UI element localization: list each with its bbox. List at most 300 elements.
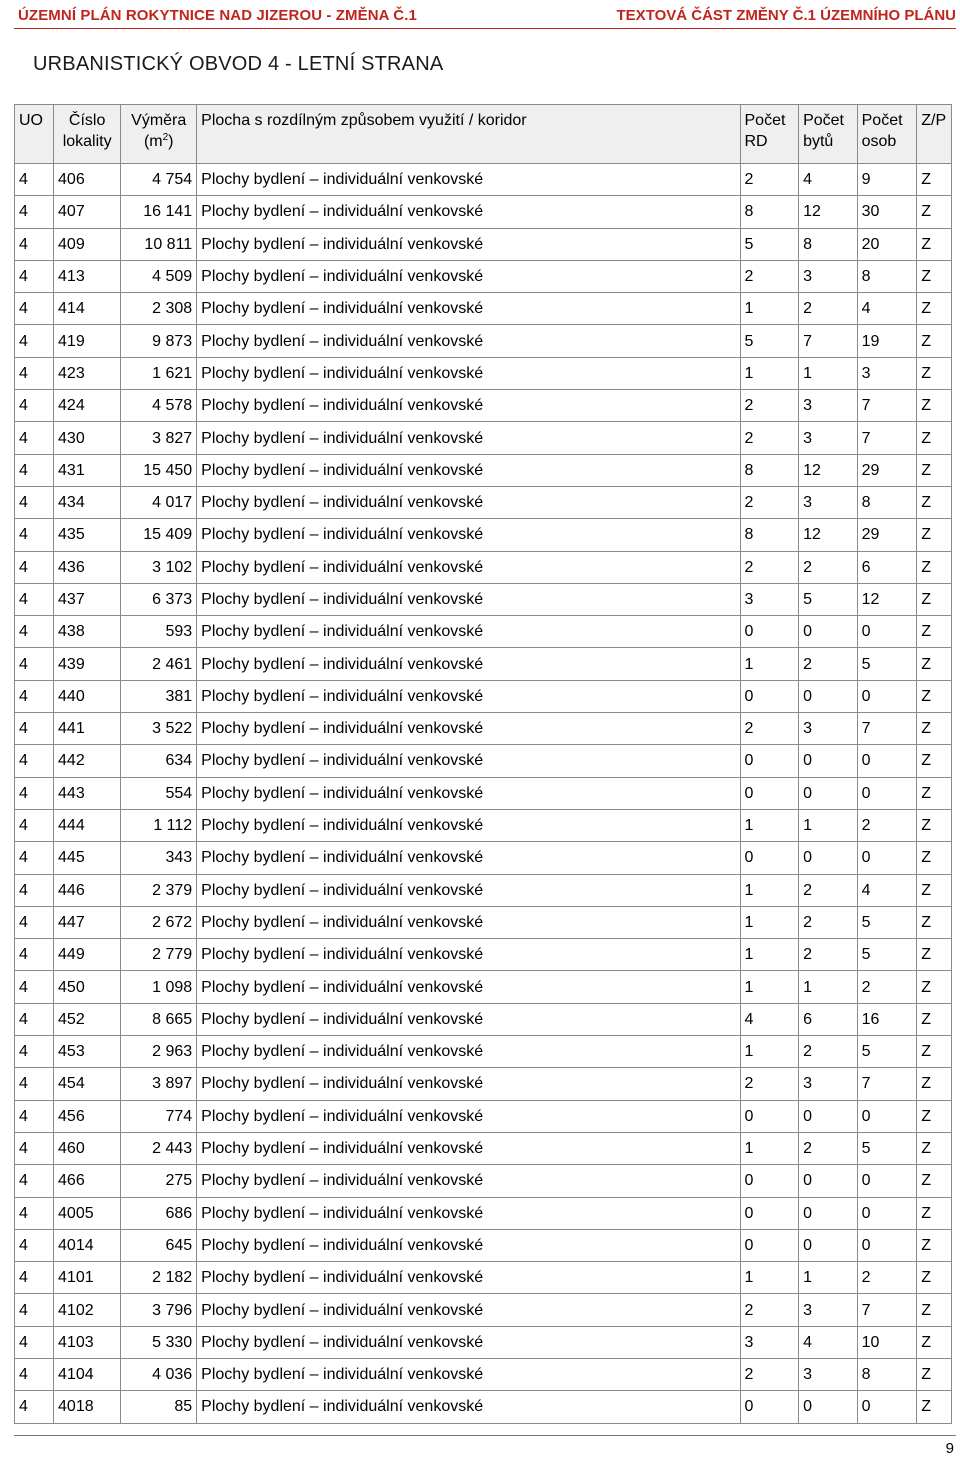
table-row (15, 293, 952, 325)
cell-person-count: 16 (857, 1003, 917, 1035)
cell-zp: Z (917, 1326, 952, 1358)
cell-person-count: 5 (857, 939, 917, 971)
cell-locality-number: 407 (54, 196, 121, 228)
cell-flat-count: 1 (799, 1262, 858, 1294)
cell-flat-count: 2 (799, 551, 858, 583)
cell-rd-count: 2 (740, 390, 799, 422)
table-row (15, 196, 952, 228)
cell-rd-count: 2 (740, 486, 799, 518)
cell-zp: Z (917, 648, 952, 680)
cell-rd-count: 2 (740, 713, 799, 745)
cell-land-use: Plochy bydlení – individuální venkovské (197, 745, 740, 777)
cell-area: 2 379 (121, 874, 197, 906)
cell-locality-number: 436 (54, 551, 121, 583)
cell-zp: Z (917, 390, 952, 422)
cell-flat-count: 12 (799, 196, 858, 228)
cell-locality-number: 453 (54, 1036, 121, 1068)
cell-locality-number: 406 (54, 164, 121, 196)
cell-person-count: 7 (857, 1294, 917, 1326)
cell-zp: Z (917, 874, 952, 906)
table-row (15, 164, 952, 196)
cell-rd-count: 1 (740, 293, 799, 325)
cell-rd-count: 2 (740, 422, 799, 454)
cell-flat-count: 3 (799, 713, 858, 745)
cell-person-count: 5 (857, 1132, 917, 1164)
cell-land-use: Plochy bydlení – individuální venkovské (197, 1003, 740, 1035)
cell-person-count: 8 (857, 260, 917, 292)
area-unit: $(m^2)$ (143, 132, 174, 150)
cell-area: 4 017 (121, 486, 197, 518)
cell-person-count: 3 (857, 357, 917, 389)
cell-zp: Z (917, 583, 952, 615)
cell-locality-number: 430 (54, 422, 121, 454)
table-header-row (15, 105, 952, 164)
cell-land-use: Plochy bydlení – individuální venkovské (197, 648, 740, 680)
table-row (15, 583, 952, 615)
cell-land-use: Plochy bydlení – individuální venkovské (197, 1326, 740, 1358)
cell-locality-number: 4103 (54, 1326, 121, 1358)
cell-rd-count: 0 (740, 616, 799, 648)
table-row (15, 1391, 952, 1423)
cell-rd-count: 8 (740, 519, 799, 551)
cell-uo: 4 (15, 971, 54, 1003)
cell-person-count: 0 (857, 616, 917, 648)
cell-flat-count: 2 (799, 648, 858, 680)
cell-uo: 4 (15, 906, 54, 938)
cell-person-count: 9 (857, 164, 917, 196)
cell-uo: 4 (15, 228, 54, 260)
cell-uo: 4 (15, 648, 54, 680)
cell-flat-count: 12 (799, 519, 858, 551)
table-row (15, 260, 952, 292)
cell-area: 5 330 (121, 1326, 197, 1358)
cell-area: 3 102 (121, 551, 197, 583)
cell-land-use: Plochy bydlení – individuální venkovské (197, 1165, 740, 1197)
cell-area: 9 873 (121, 325, 197, 357)
cell-person-count: 6 (857, 551, 917, 583)
cell-locality-number: 447 (54, 906, 121, 938)
cell-locality-number: 414 (54, 293, 121, 325)
cell-locality-number: 419 (54, 325, 121, 357)
cell-uo: 4 (15, 1294, 54, 1326)
cell-locality-number: 4104 (54, 1358, 121, 1390)
cell-uo: 4 (15, 1132, 54, 1164)
cell-flat-count: 0 (799, 1197, 858, 1229)
cell-land-use: Plochy bydlení – individuální venkovské (197, 454, 740, 486)
cell-area: 2 443 (121, 1132, 197, 1164)
table-body (15, 164, 952, 1424)
cell-flat-count: 0 (799, 1165, 858, 1197)
area-label: Výměra (131, 112, 187, 129)
cell-person-count: 0 (857, 745, 917, 777)
cell-area: 554 (121, 777, 197, 809)
cell-person-count: 0 (857, 777, 917, 809)
cell-land-use: Plochy bydlení – individuální venkovské (197, 1358, 740, 1390)
cell-flat-count: 0 (799, 616, 858, 648)
cell-flat-count: 1 (799, 971, 858, 1003)
cell-land-use: Plochy bydlení – individuální venkovské (197, 616, 740, 648)
cell-area: 4 578 (121, 390, 197, 422)
cell-area: 3 522 (121, 713, 197, 745)
cell-land-use: Plochy bydlení – individuální venkovské (197, 1132, 740, 1164)
cell-locality-number: 423 (54, 357, 121, 389)
cell-rd-count: 2 (740, 1294, 799, 1326)
cell-zp: Z (917, 519, 952, 551)
table-row (15, 874, 952, 906)
cell-rd-count: 5 (740, 325, 799, 357)
table-row (15, 1132, 952, 1164)
cell-zp: Z (917, 809, 952, 841)
table-row (15, 777, 952, 809)
document-header-subtitle: TEXTOVÁ ČÁST ZMĚNY Č.1 ÚZEMNÍHO PLÁNU (616, 7, 956, 24)
cell-zp: Z (917, 971, 952, 1003)
table-row (15, 648, 952, 680)
cell-rd-count: 3 (740, 583, 799, 615)
cell-flat-count: 0 (799, 842, 858, 874)
cell-zp: Z (917, 1100, 952, 1132)
table-row (15, 1197, 952, 1229)
cell-locality-number: 454 (54, 1068, 121, 1100)
cell-uo: 4 (15, 293, 54, 325)
cell-flat-count: 0 (799, 1391, 858, 1423)
cell-locality-number: 4005 (54, 1197, 121, 1229)
cell-zp: Z (917, 422, 952, 454)
cell-locality-number: 449 (54, 939, 121, 971)
cell-flat-count: 3 (799, 1294, 858, 1326)
cell-land-use: Plochy bydlení – individuální venkovské (197, 1229, 740, 1261)
cell-uo: 4 (15, 777, 54, 809)
cell-rd-count: 1 (740, 1262, 799, 1294)
cell-area: 774 (121, 1100, 197, 1132)
cell-area: 2 963 (121, 1036, 197, 1068)
cell-zp: Z (917, 551, 952, 583)
cell-land-use: Plochy bydlení – individuální venkovské (197, 325, 740, 357)
table-row (15, 906, 952, 938)
cell-flat-count: 3 (799, 1358, 858, 1390)
locality-table (14, 104, 952, 1424)
cell-flat-count: 0 (799, 1100, 858, 1132)
cell-land-use: Plochy bydlení – individuální venkovské (197, 1100, 740, 1132)
cell-person-count: 0 (857, 1165, 917, 1197)
cell-locality-number: 413 (54, 260, 121, 292)
cell-area: 634 (121, 745, 197, 777)
cell-locality-number: 452 (54, 1003, 121, 1035)
cell-area: 4 509 (121, 260, 197, 292)
cell-zp: Z (917, 164, 952, 196)
cell-area: 1 621 (121, 357, 197, 389)
cell-uo: 4 (15, 616, 54, 648)
cell-rd-count: 0 (740, 1100, 799, 1132)
cell-area: 15 450 (121, 454, 197, 486)
cell-uo: 4 (15, 874, 54, 906)
cell-locality-number: 446 (54, 874, 121, 906)
cell-rd-count: 0 (740, 1391, 799, 1423)
cell-uo: 4 (15, 357, 54, 389)
cell-person-count: 2 (857, 971, 917, 1003)
cell-area: 4 036 (121, 1358, 197, 1390)
cell-land-use: Plochy bydlení – individuální venkovské (197, 1036, 740, 1068)
cell-uo: 4 (15, 1326, 54, 1358)
cell-zp: Z (917, 1358, 952, 1390)
cell-zp: Z (917, 906, 952, 938)
cell-zp: Z (917, 1036, 952, 1068)
table-row (15, 325, 952, 357)
cell-flat-count: 0 (799, 680, 858, 712)
column-header-uo: UO (15, 105, 54, 164)
cell-area: 686 (121, 1197, 197, 1229)
cell-rd-count: 1 (740, 939, 799, 971)
cell-uo: 4 (15, 583, 54, 615)
cell-rd-count: 3 (740, 1326, 799, 1358)
cell-land-use: Plochy bydlení – individuální venkovské (197, 583, 740, 615)
cell-rd-count: 2 (740, 1358, 799, 1390)
table-row (15, 228, 952, 260)
table-row (15, 422, 952, 454)
cell-person-count: 0 (857, 1100, 917, 1132)
cell-rd-count: 1 (740, 906, 799, 938)
cell-land-use: Plochy bydlení – individuální venkovské (197, 519, 740, 551)
cell-locality-number: 4101 (54, 1262, 121, 1294)
cell-person-count: 0 (857, 1229, 917, 1261)
cell-flat-count: 3 (799, 486, 858, 518)
table-row (15, 1229, 952, 1261)
cell-person-count: 19 (857, 325, 917, 357)
cell-person-count: 0 (857, 1197, 917, 1229)
cell-land-use: Plochy bydlení – individuální venkovské (197, 1262, 740, 1294)
cell-zp: Z (917, 777, 952, 809)
cell-land-use: Plochy bydlení – individuální venkovské (197, 713, 740, 745)
cell-land-use: Plochy bydlení – individuální venkovské (197, 842, 740, 874)
cell-zp: Z (917, 325, 952, 357)
cell-flat-count: 2 (799, 293, 858, 325)
cell-flat-count: 4 (799, 1326, 858, 1358)
cell-land-use: Plochy bydlení – individuální venkovské (197, 1197, 740, 1229)
cell-zp: Z (917, 1165, 952, 1197)
cell-land-use: Plochy bydlení – individuální venkovské (197, 260, 740, 292)
cell-uo: 4 (15, 1197, 54, 1229)
cell-person-count: 8 (857, 1358, 917, 1390)
cell-area: 275 (121, 1165, 197, 1197)
cell-flat-count: 3 (799, 390, 858, 422)
cell-rd-count: 2 (740, 551, 799, 583)
cell-uo: 4 (15, 1391, 54, 1423)
column-header-locality-number: Číslo lokality (54, 105, 121, 164)
cell-rd-count: 1 (740, 1132, 799, 1164)
cell-locality-number: 431 (54, 454, 121, 486)
cell-person-count: 2 (857, 1262, 917, 1294)
cell-flat-count: 5 (799, 583, 858, 615)
column-header-flat-count: Počet bytů (799, 105, 858, 164)
cell-person-count: 5 (857, 1036, 917, 1068)
cell-area: 1 112 (121, 809, 197, 841)
table-row (15, 1036, 952, 1068)
cell-land-use: Plochy bydlení – individuální venkovské (197, 551, 740, 583)
cell-locality-number: 424 (54, 390, 121, 422)
cell-locality-number: 466 (54, 1165, 121, 1197)
cell-flat-count: 7 (799, 325, 858, 357)
cell-rd-count: 8 (740, 196, 799, 228)
table-row (15, 1068, 952, 1100)
cell-person-count: 5 (857, 648, 917, 680)
cell-land-use: Plochy bydlení – individuální venkovské (197, 680, 740, 712)
cell-zp: Z (917, 616, 952, 648)
cell-area: 645 (121, 1229, 197, 1261)
cell-uo: 4 (15, 939, 54, 971)
table-row (15, 939, 952, 971)
table-row (15, 519, 952, 551)
cell-land-use: Plochy bydlení – individuální venkovské (197, 906, 740, 938)
cell-uo: 4 (15, 196, 54, 228)
cell-flat-count: 2 (799, 939, 858, 971)
cell-rd-count: 0 (740, 680, 799, 712)
cell-area: 8 665 (121, 1003, 197, 1035)
cell-flat-count: 1 (799, 357, 858, 389)
table-row (15, 1326, 952, 1358)
table-row (15, 551, 952, 583)
cell-land-use: Plochy bydlení – individuální venkovské (197, 809, 740, 841)
table-row (15, 357, 952, 389)
cell-zp: Z (917, 454, 952, 486)
cell-area: 3 897 (121, 1068, 197, 1100)
cell-uo: 4 (15, 1036, 54, 1068)
cell-flat-count: 3 (799, 422, 858, 454)
cell-locality-number: 445 (54, 842, 121, 874)
cell-rd-count: 1 (740, 971, 799, 1003)
cell-area: 343 (121, 842, 197, 874)
cell-locality-number: 460 (54, 1132, 121, 1164)
cell-land-use: Plochy bydlení – individuální venkovské (197, 939, 740, 971)
cell-rd-count: 1 (740, 874, 799, 906)
cell-uo: 4 (15, 454, 54, 486)
cell-area: 1 098 (121, 971, 197, 1003)
table-row (15, 745, 952, 777)
cell-person-count: 4 (857, 874, 917, 906)
cell-zp: Z (917, 1068, 952, 1100)
cell-locality-number: 435 (54, 519, 121, 551)
cell-area: 593 (121, 616, 197, 648)
cell-uo: 4 (15, 713, 54, 745)
cell-area: 381 (121, 680, 197, 712)
cell-rd-count: 5 (740, 228, 799, 260)
cell-zp: Z (917, 745, 952, 777)
cell-area: 4 754 (121, 164, 197, 196)
cell-land-use: Plochy bydlení – individuální venkovské (197, 390, 740, 422)
cell-flat-count: 8 (799, 228, 858, 260)
cell-rd-count: 0 (740, 777, 799, 809)
table-row (15, 390, 952, 422)
cell-locality-number: 434 (54, 486, 121, 518)
cell-uo: 4 (15, 260, 54, 292)
cell-uo: 4 (15, 164, 54, 196)
cell-person-count: 7 (857, 422, 917, 454)
cell-person-count: 29 (857, 454, 917, 486)
table-row (15, 1100, 952, 1132)
cell-rd-count: 1 (740, 357, 799, 389)
cell-uo: 4 (15, 1358, 54, 1390)
cell-rd-count: 2 (740, 1068, 799, 1100)
cell-flat-count: 3 (799, 260, 858, 292)
cell-land-use: Plochy bydlení – individuální venkovské (197, 164, 740, 196)
cell-locality-number: 439 (54, 648, 121, 680)
cell-land-use: Plochy bydlení – individuální venkovské (197, 1068, 740, 1100)
cell-rd-count: 0 (740, 1197, 799, 1229)
cell-person-count: 5 (857, 906, 917, 938)
cell-locality-number: 4014 (54, 1229, 121, 1261)
header-divider (14, 28, 956, 29)
cell-rd-count: 1 (740, 648, 799, 680)
cell-uo: 4 (15, 1003, 54, 1035)
cell-flat-count: 2 (799, 1036, 858, 1068)
cell-flat-count: 4 (799, 164, 858, 196)
cell-flat-count: 12 (799, 454, 858, 486)
table-row (15, 1294, 952, 1326)
cell-rd-count: 0 (740, 1229, 799, 1261)
cell-area: 15 409 (121, 519, 197, 551)
cell-land-use: Plochy bydlení – individuální venkovské (197, 228, 740, 260)
cell-uo: 4 (15, 422, 54, 454)
table-row (15, 616, 952, 648)
cell-zp: Z (917, 842, 952, 874)
cell-zp: Z (917, 1003, 952, 1035)
table-row (15, 842, 952, 874)
cell-land-use: Plochy bydlení – individuální venkovské (197, 196, 740, 228)
column-header-rd-count: Počet RD (740, 105, 799, 164)
cell-person-count: 20 (857, 228, 917, 260)
cell-locality-number: 443 (54, 777, 121, 809)
cell-flat-count: 2 (799, 1132, 858, 1164)
cell-flat-count: 6 (799, 1003, 858, 1035)
cell-area: 2 182 (121, 1262, 197, 1294)
column-header-area (121, 105, 197, 164)
cell-uo: 4 (15, 519, 54, 551)
cell-area: 6 373 (121, 583, 197, 615)
cell-flat-count: 1 (799, 809, 858, 841)
cell-person-count: 0 (857, 1391, 917, 1423)
cell-zp: Z (917, 486, 952, 518)
cell-zp: Z (917, 357, 952, 389)
cell-rd-count: 0 (740, 842, 799, 874)
cell-rd-count: 4 (740, 1003, 799, 1035)
cell-land-use: Plochy bydlení – individuální venkovské (197, 777, 740, 809)
table-row (15, 713, 952, 745)
cell-uo: 4 (15, 1100, 54, 1132)
table-row (15, 1003, 952, 1035)
cell-flat-count: 0 (799, 1229, 858, 1261)
table-row (15, 971, 952, 1003)
cell-flat-count: 0 (799, 777, 858, 809)
cell-locality-number: 437 (54, 583, 121, 615)
cell-uo: 4 (15, 1262, 54, 1294)
cell-zp: Z (917, 713, 952, 745)
cell-land-use: Plochy bydlení – individuální venkovské (197, 971, 740, 1003)
table-row (15, 680, 952, 712)
cell-person-count: 29 (857, 519, 917, 551)
table-row (15, 1262, 952, 1294)
table-row (15, 1165, 952, 1197)
cell-person-count: 8 (857, 486, 917, 518)
cell-zp: Z (917, 1229, 952, 1261)
cell-locality-number: 438 (54, 616, 121, 648)
cell-locality-number: 440 (54, 680, 121, 712)
column-header-zp: Z/P (917, 105, 952, 164)
cell-zp: Z (917, 1294, 952, 1326)
table-row (15, 1358, 952, 1390)
cell-person-count: 0 (857, 680, 917, 712)
cell-flat-count: 2 (799, 906, 858, 938)
cell-land-use: Plochy bydlení – individuální venkovské (197, 422, 740, 454)
cell-person-count: 7 (857, 390, 917, 422)
cell-uo: 4 (15, 1165, 54, 1197)
